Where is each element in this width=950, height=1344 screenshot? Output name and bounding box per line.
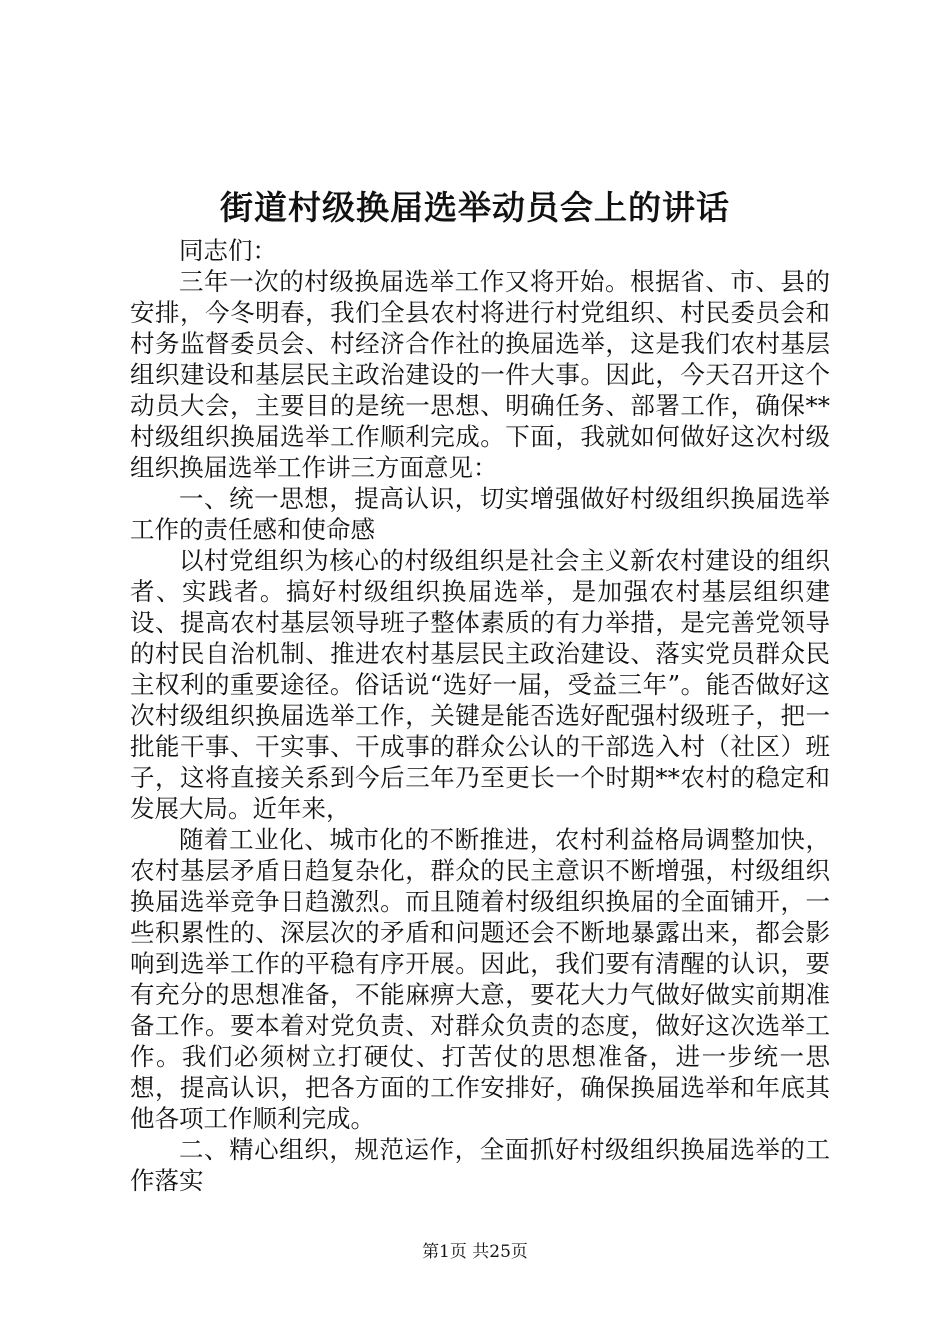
section-heading-2: 二、精心组织，规范运作，全面抓好村级组织换届选举的工作落实: [130, 1135, 830, 1195]
section-heading-1: 一、统一思想，提高认识，切实增强做好村级组织换届选举工作的责任感和使命感: [130, 484, 830, 544]
document-title: 街道村级换届选举动员会上的讲话: [220, 188, 730, 227]
paragraph-intro: 三年一次的村级换届选举工作又将开始。根据省、市、县的安排，今冬明春，我们全县农村将进行村党组织、村民委员会和村务监督委员会、村经济合作社的换届选举，这是我们农村基层组织建设和基层民主政治建设的一件大事。因此，今天召开这个动员大会，主要目的是统一思想、明确任务、部署工作，确保**村级组织换届选举工作顺利完成。下面，我就如何做好这次村级组织换届选举工作讲三方面意见：: [130, 267, 830, 482]
paragraph-section1-b: 随着工业化、城市化的不断推进，农村利益格局调整加快，农村基层矛盾日趋复杂化，群众的民主意识不断增强，村级组织换届选举竞争日趋激烈。而且随着村级组织换届的全面铺开，一些积累性的、深层次的矛盾和问题还会不断地暴露出来，都会影响到选举工作的平稳有序开展。因此，我们要有清醒的认识，要有充分的思想准备，不能麻痹大意，要花大力气做好做实前期准备工作。要本着对党负责、对群众负责的态度，做好这次选举工作。我们必须树立打硬仗、打苦仗的思想准备，进一步统一思想，提高认识，把各方面的工作安排好，确保换届选举和年底其他各项工作顺利完成。: [130, 825, 830, 1133]
paragraph-section1-a: 以村党组织为核心的村级组织是社会主义新农村建设的组织者、实践者。搞好村级组织换届选举，是加强农村基层组织建设、提高农村基层领导班子整体素质的有力举措，是完善党领导的村民自治机制、推进农村基层民主政治建设、落实党员群众民主权利的重要途径。俗话说“选好一届，受益三年”。能否做好这次村级组织换届选举工作，关键是能否选好配强村级班子，把一批能干事、干实事、干成事的群众公认的干部选入村（社区）班子，这将直接关系到今后三年乃至更长一个时期**农村的稳定和发展大局。近年来，: [130, 546, 830, 823]
document-body: [130, 235, 830, 1196]
paragraph-salutation: 同志们：: [179, 236, 277, 265]
page-number-footer: 第1页 共25页: [422, 1242, 528, 1262]
